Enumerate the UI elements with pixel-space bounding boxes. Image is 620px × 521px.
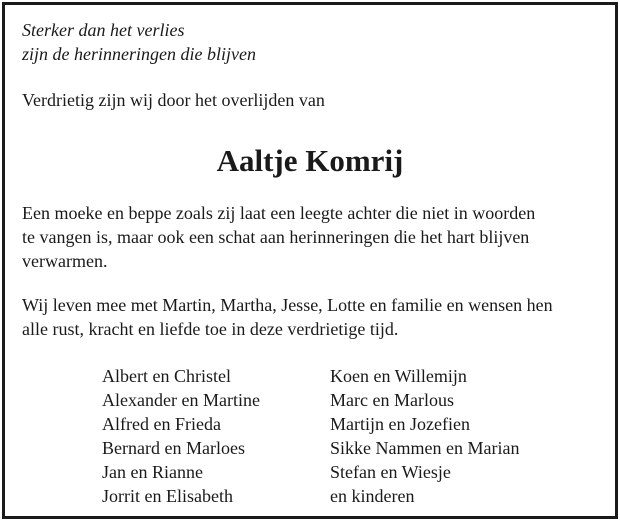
paragraph-line: Wij leven mee met Martin, Martha, Jesse, Lotte en familie en wensen hen [22, 295, 553, 315]
signatory-name: Marc en Marlous [330, 390, 454, 410]
signatory-name: Stefan en Wiesje [330, 462, 451, 482]
paragraph-line: Een moeke en beppe zoals zij laat een leegte achter die niet in woorden [22, 203, 536, 223]
motto-line: Sterker dan het verlies [22, 20, 185, 40]
motto [22, 18, 256, 66]
signatory-name: en kinderen [330, 486, 415, 506]
signatory-name: Jorrit en Elisabeth [102, 486, 233, 506]
signatories-left [102, 364, 260, 508]
signatory-name: Martijn en Jozefien [330, 414, 470, 434]
signatory-name: Alexander en Martine [102, 390, 260, 410]
signatory-name: Albert en Christel [102, 366, 231, 386]
signatory-name: Alfred en Frieda [102, 414, 221, 434]
paragraph-line: te vangen is, maar ook een schat aan herinneringen die het hart blijven [22, 227, 530, 247]
signatories-right [330, 364, 519, 508]
signatory-name: Bernard en Marloes [102, 438, 245, 458]
notice-frame [2, 2, 618, 519]
paragraph-line: verwarmen. [22, 251, 108, 271]
signatory-name: Sikke Nammen en Marian [330, 438, 520, 458]
motto-line: zijn de herinneringen die blijven [22, 44, 256, 64]
deceased-name: Aaltje Komrij [216, 143, 404, 178]
paragraph [22, 293, 607, 341]
signatory-name: Koen en Willemijn [330, 366, 467, 386]
paragraph [22, 201, 607, 273]
signatory-name: Jan en Rianne [102, 462, 203, 482]
paragraph-line: alle rust, kracht en liefde toe in deze verdrietige tijd. [22, 319, 399, 339]
intro-text: Verdrietig zijn wij door het overlijden van [22, 90, 325, 110]
